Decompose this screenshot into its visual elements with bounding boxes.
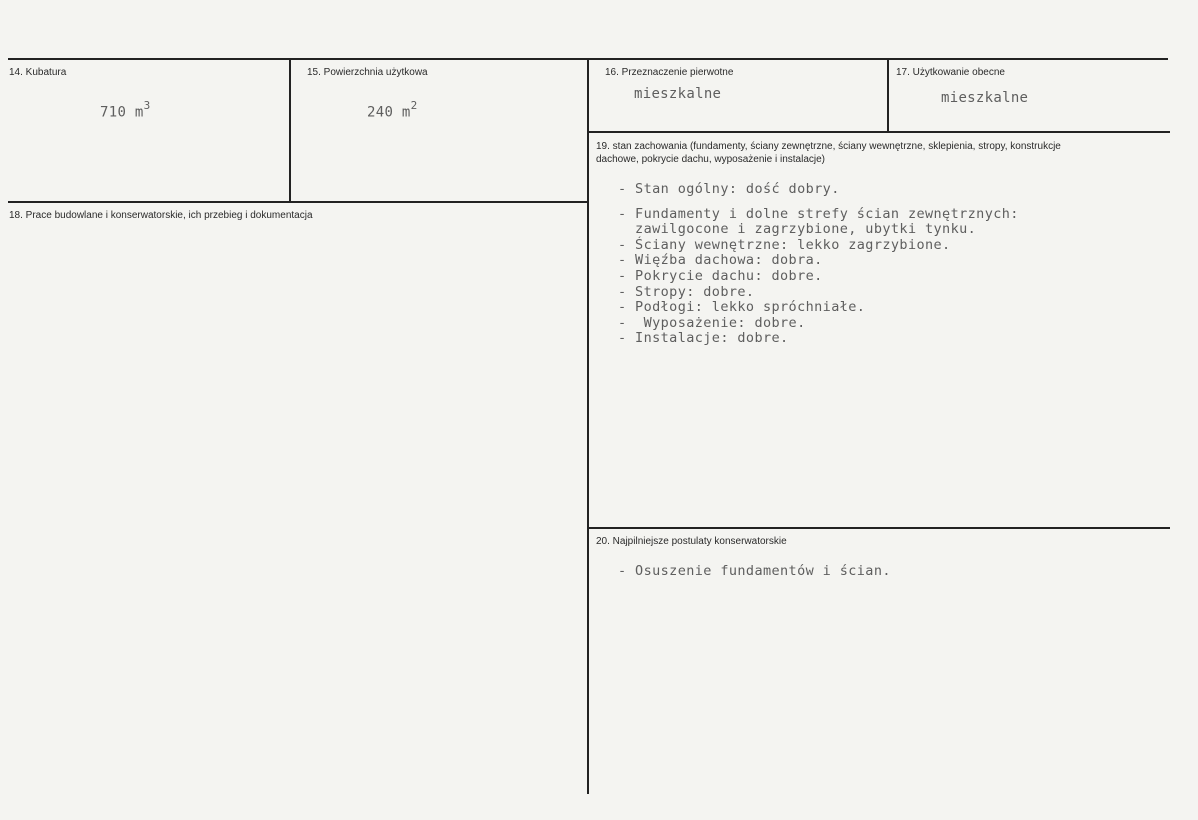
field-18-label: 18. Prace budowlane i konserwatorskie, ich przebieg i dokumentacja xyxy=(9,210,313,221)
condition-item: - Ściany wewnętrzne: lekko zagrzybione. xyxy=(618,236,951,253)
condition-item: - Więźba dachowa: dobra. xyxy=(618,252,823,269)
field-17-value: mieszkalne xyxy=(941,90,1029,106)
field-15-label: 15. Powierzchnia użytkowa xyxy=(307,67,428,78)
condition-item: - Wyposażenie: dobre. xyxy=(618,314,806,331)
condition-item: - Pokrycie dachu: dobre. xyxy=(618,267,823,284)
condition-list xyxy=(618,182,1019,347)
field-20-label: 20. Najpilniejsze postulaty konserwatorskie xyxy=(596,536,787,547)
field-14-unit-exponent: 3 xyxy=(143,99,151,112)
field-17-label: 17. Użytkowanie obecne xyxy=(896,67,1005,78)
field-20-value: - Osuszenie fundamentów i ścian. xyxy=(618,563,891,579)
field-15-value-text: 240 m xyxy=(367,104,411,121)
section-20-top-line xyxy=(589,527,1170,529)
field-19-label: 19. stan zachowania (fundamenty, ściany zewnętrzne, ściany wewnętrzne, sklepienia, stropy, konstrukcje dachowe, pokrycie dachu, wyposażenie i instalacje) xyxy=(596,141,1061,165)
section-19-top-line xyxy=(589,131,1170,133)
field-16-value: mieszkalne xyxy=(634,86,722,102)
condition-item: - Fundamenty i dolne strefy ścian zewnętrznych: xyxy=(618,205,1019,222)
condition-item: - Instalacje: dobre. xyxy=(618,330,789,347)
divider-15-16 xyxy=(587,60,589,794)
field-15-unit-exponent: 2 xyxy=(410,99,418,112)
condition-item: - Stan ogólny: dość dobry. xyxy=(618,181,840,197)
field-14-value xyxy=(100,101,151,121)
divider-14-15 xyxy=(289,60,291,203)
field-14-value-text: 710 m xyxy=(100,104,144,121)
section-18-top-line xyxy=(8,201,589,203)
condition-item: zawilgocone i zagrzybione, ubytki tynku. xyxy=(618,221,977,238)
field-15-value xyxy=(367,101,418,121)
condition-item: - Podłogi: lekko spróchniałe. xyxy=(618,299,866,316)
divider-16-17 xyxy=(887,60,889,132)
field-14-label: 14. Kubatura xyxy=(9,67,67,78)
field-16-label: 16. Przeznaczenie pierwotne xyxy=(605,67,734,78)
condition-item: - Stropy: dobre. xyxy=(618,283,755,300)
